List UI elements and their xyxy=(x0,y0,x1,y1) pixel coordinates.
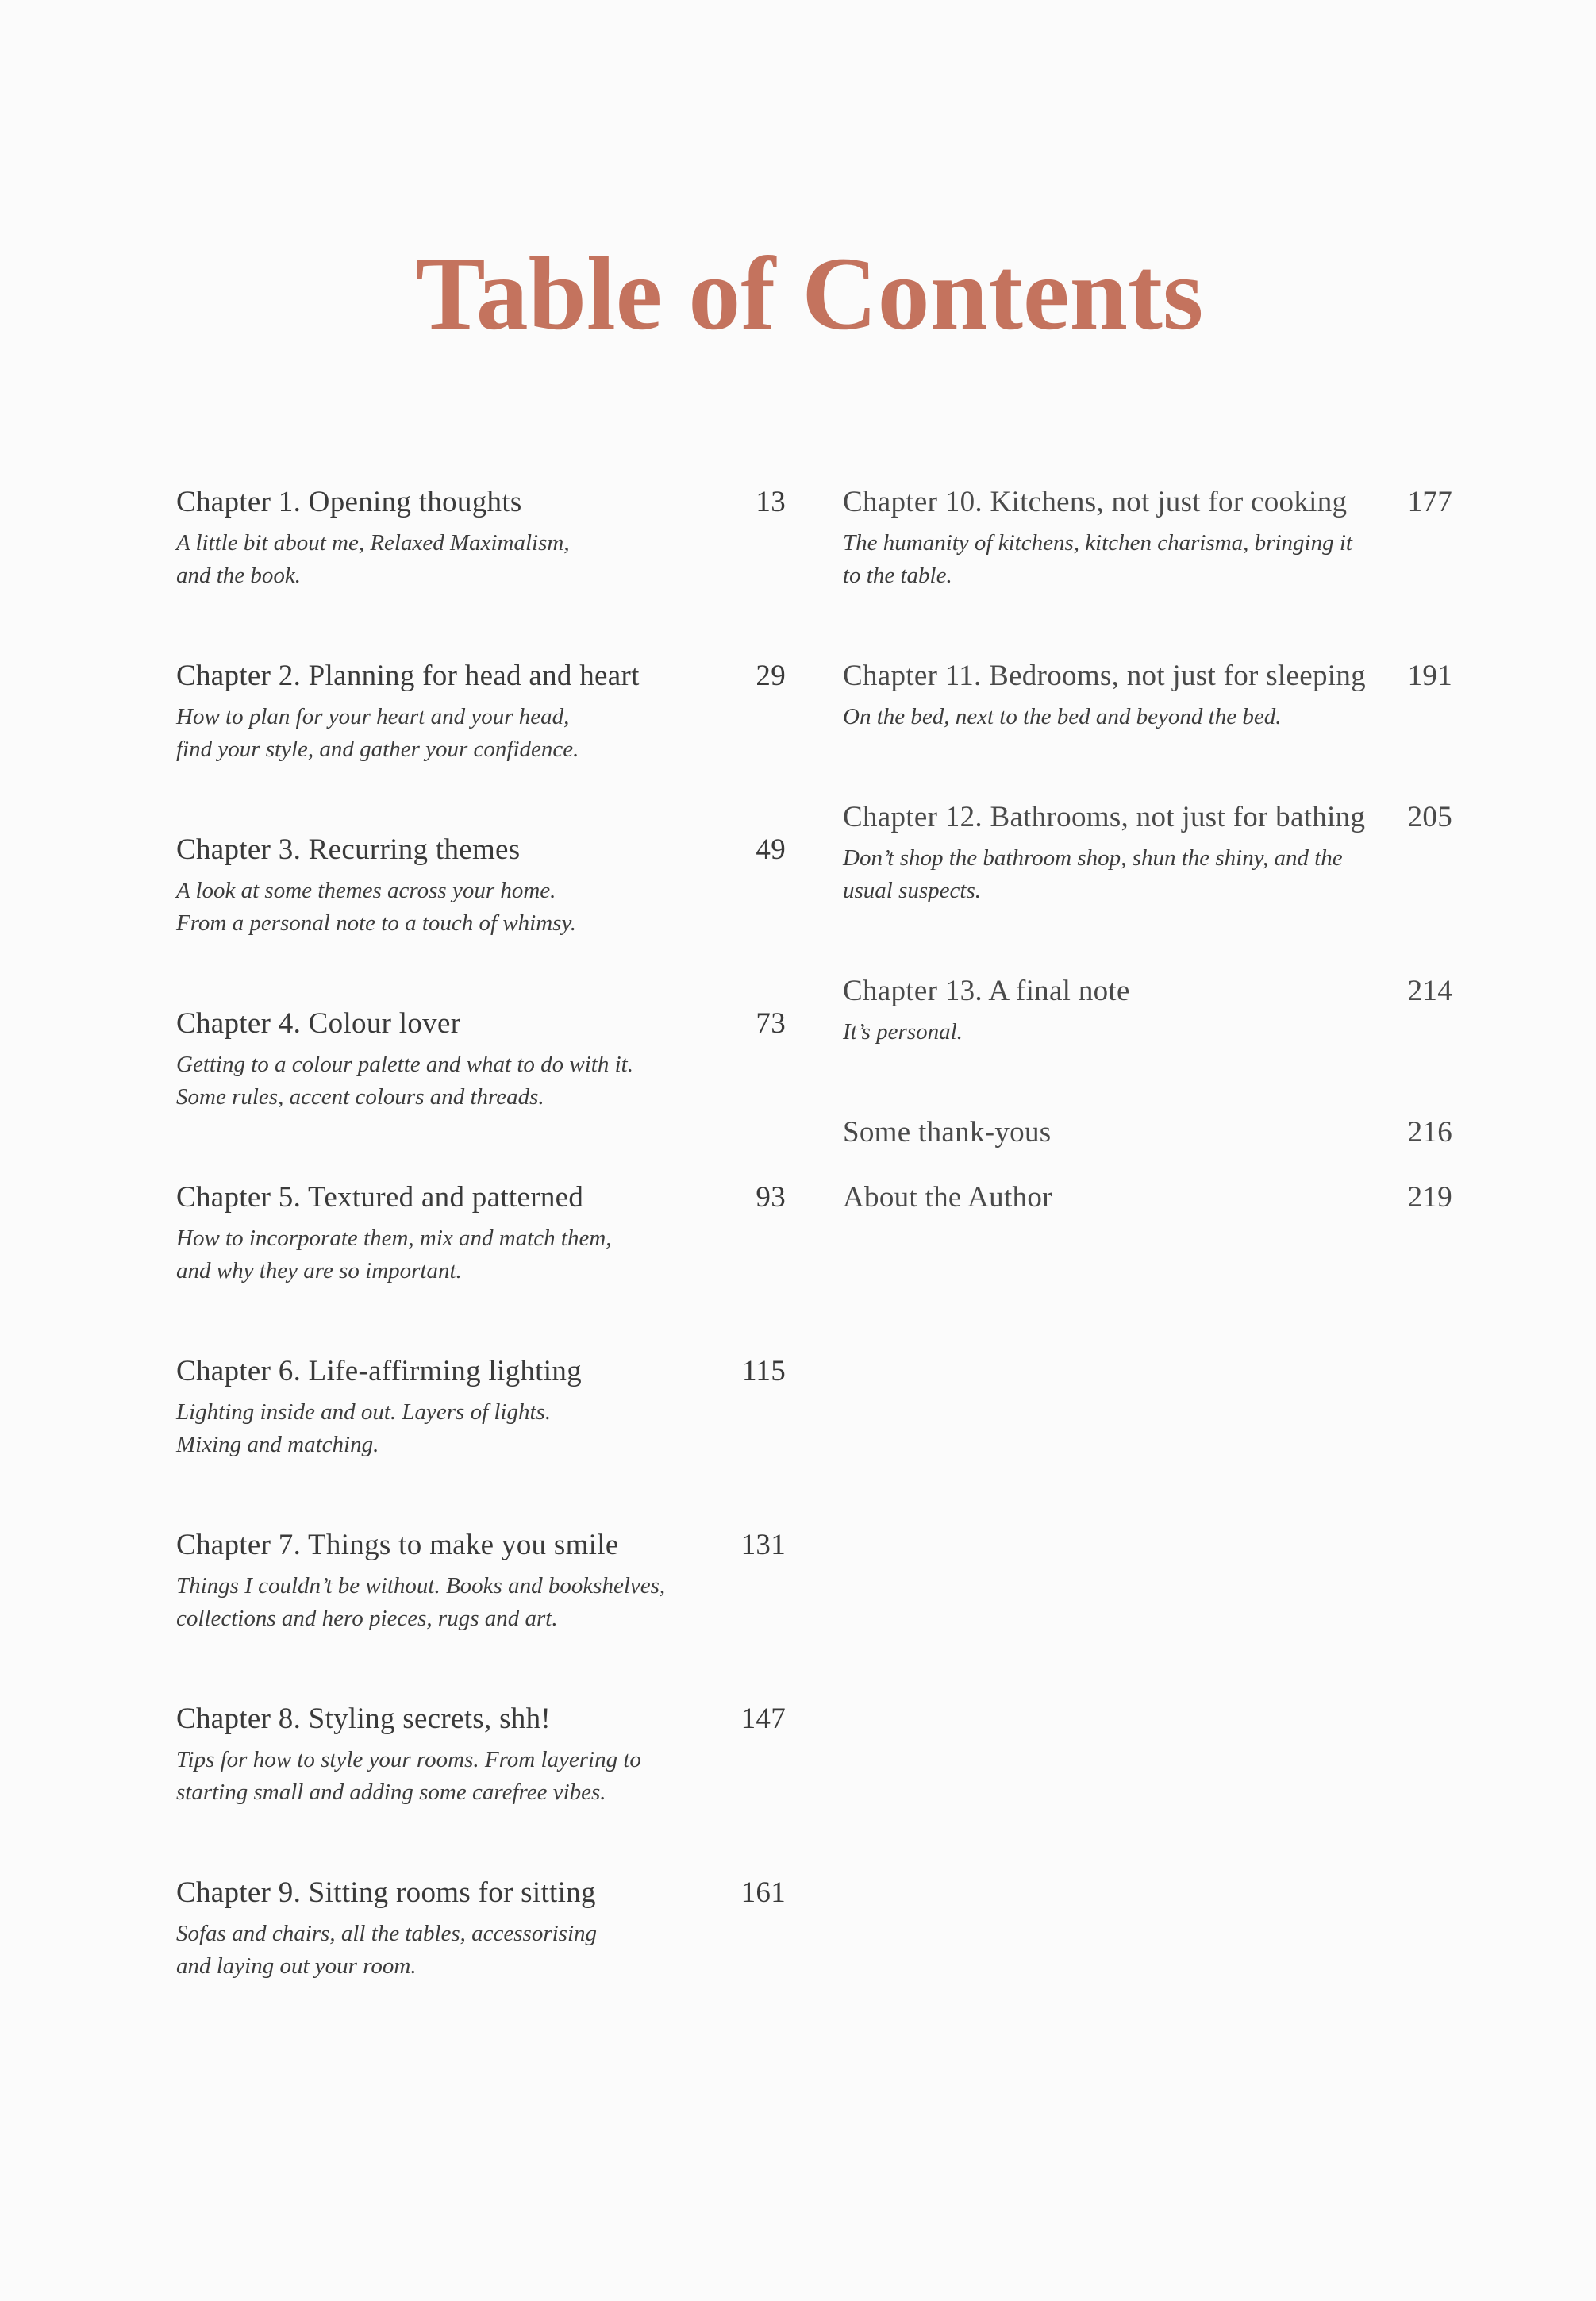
entry-page-number: 13 xyxy=(756,486,786,518)
toc-entry-chapter-7[interactable] xyxy=(176,1527,786,1635)
entry-title: Some thank-yous xyxy=(843,1116,1052,1149)
entry-title: Chapter 6. Life-affirming lighting xyxy=(176,1355,582,1387)
entry-page-number: 49 xyxy=(756,833,786,866)
page-title: Table of Contents xyxy=(415,235,1204,352)
toc-entry-chapter-13[interactable] xyxy=(843,973,1452,1049)
entry-page-number: 177 xyxy=(1407,486,1452,518)
entry-description: Tips for how to style your rooms. From layering to starting small and adding some carefree vibes. xyxy=(176,1747,641,1805)
toc-entry-chapter-2[interactable] xyxy=(176,658,786,766)
entry-page-number: 73 xyxy=(756,1007,786,1040)
entry-page-number: 214 xyxy=(1407,975,1452,1007)
entry-title: Chapter 11. Bedrooms, not just for sleeping xyxy=(843,660,1366,692)
entry-page-number: 216 xyxy=(1407,1116,1452,1149)
entry-title: Chapter 12. Bathrooms, not just for bathing xyxy=(843,801,1366,833)
toc-entry-chapter-1[interactable] xyxy=(176,484,786,592)
entry-title: Chapter 1. Opening thoughts xyxy=(176,486,522,518)
toc-entry-chapter-9[interactable] xyxy=(176,1875,786,1983)
entry-description: A little bit about me, Relaxed Maximalism, and the book. xyxy=(176,530,570,588)
toc-entry-chapter-12[interactable] xyxy=(843,799,1452,907)
entry-description: Lighting inside and out. Layers of lights. Mixing and matching. xyxy=(176,1399,552,1457)
entry-title: Chapter 2. Planning for head and heart xyxy=(176,660,640,692)
entry-page-number: 161 xyxy=(740,1876,786,1909)
entry-page-number: 93 xyxy=(756,1181,786,1214)
entry-page-number: 115 xyxy=(741,1355,786,1387)
entry-description: It’s personal. xyxy=(843,1019,963,1045)
entry-page-number: 29 xyxy=(756,660,786,692)
entry-description: Sofas and chairs, all the tables, accessorising and laying out your room. xyxy=(176,1921,598,1979)
entry-page-number: 191 xyxy=(1407,660,1452,692)
entry-description: Getting to a colour palette and what to do with it. Some rules, accent colours and threads. xyxy=(176,1052,633,1110)
entry-page-number: 131 xyxy=(740,1529,786,1561)
entry-description: How to incorporate them, mix and match them, and why they are so important. xyxy=(176,1226,612,1283)
toc-entry-chapter-3[interactable] xyxy=(176,832,786,940)
entry-title: Chapter 7. Things to make you smile xyxy=(176,1529,619,1561)
toc-entry-about-author[interactable] xyxy=(843,1179,1452,1216)
entry-description: On the bed, next to the bed and beyond the bed. xyxy=(843,704,1282,729)
entry-title: Chapter 9. Sitting rooms for sitting xyxy=(176,1876,596,1909)
toc-entry-thank-yous[interactable] xyxy=(843,1114,1452,1151)
entry-description: How to plan for your heart and your head, find your style, and gather your confidence. xyxy=(176,704,579,762)
entry-description: Things I couldn’t be without. Books and bookshelves, collections and hero pieces, rugs and art. xyxy=(176,1573,666,1631)
entry-title: Chapter 5. Textured and patterned xyxy=(176,1181,584,1214)
entry-title: Chapter 13. A final note xyxy=(843,975,1130,1007)
toc-entry-chapter-11[interactable] xyxy=(843,658,1452,733)
toc-entry-chapter-5[interactable] xyxy=(176,1179,786,1287)
toc-entry-chapter-6[interactable] xyxy=(176,1353,786,1461)
entry-title: Chapter 8. Styling secrets, shh! xyxy=(176,1703,552,1735)
toc-entry-chapter-4[interactable] xyxy=(176,1006,786,1114)
entry-page-number: 147 xyxy=(740,1703,786,1735)
entry-description: Don’t shop the bathroom shop, shun the shiny, and the usual suspects. xyxy=(843,845,1343,903)
entry-title: Chapter 10. Kitchens, not just for cooking xyxy=(843,486,1348,518)
entry-page-number: 219 xyxy=(1407,1181,1452,1214)
entry-page-number: 205 xyxy=(1407,801,1452,833)
entry-title: Chapter 3. Recurring themes xyxy=(176,833,521,866)
toc-entry-chapter-8[interactable] xyxy=(176,1701,786,1809)
toc-entry-chapter-10[interactable] xyxy=(843,484,1452,592)
entry-description: A look at some themes across your home. From a personal note to a touch of whimsy. xyxy=(176,878,576,936)
entry-title: About the Author xyxy=(843,1181,1052,1214)
entry-description: The humanity of kitchens, kitchen charisma, bringing it to the table. xyxy=(843,530,1352,588)
entry-title: Chapter 4. Colour lover xyxy=(176,1007,461,1040)
